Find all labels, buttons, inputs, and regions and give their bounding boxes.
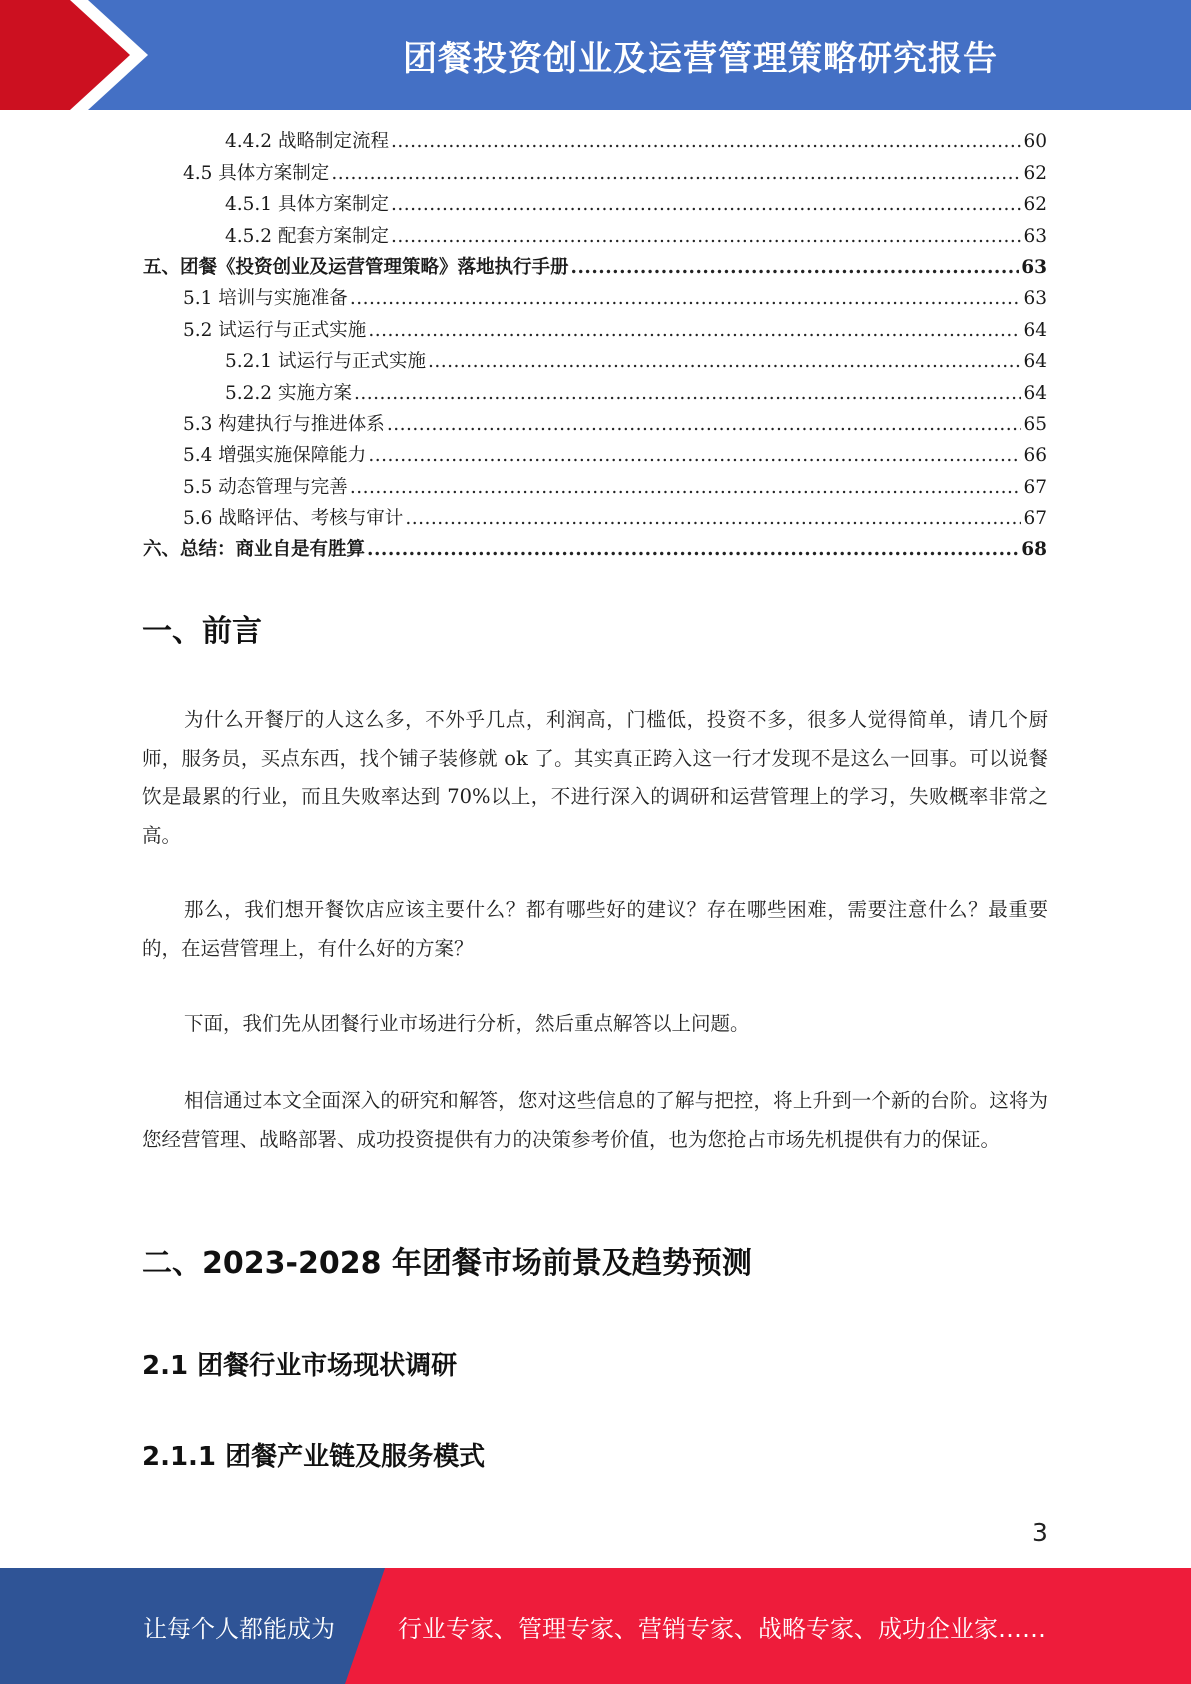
toc-entry-title: 五、团餐《投资创业及运营管理策略》落地执行手册 bbox=[143, 256, 569, 278]
toc-entry[interactable] bbox=[143, 221, 1047, 252]
subsection-heading: 2.1 团餐行业市场现状调研 bbox=[142, 1351, 458, 1381]
toc-dot-leader bbox=[350, 476, 1022, 504]
toc-entry-page: 63 bbox=[1023, 288, 1047, 310]
page-header bbox=[0, 0, 1191, 110]
table-of-contents bbox=[143, 127, 1047, 566]
toc-entry-page: 63 bbox=[1023, 225, 1047, 247]
section-heading-market-outlook: 二、2023-2028 年团餐市场前景及趋势预测 bbox=[142, 1246, 752, 1281]
toc-entry[interactable] bbox=[143, 504, 1047, 535]
toc-entry-page: 64 bbox=[1023, 319, 1047, 341]
toc-entry-page: 68 bbox=[1021, 539, 1047, 561]
toc-entry-page: 62 bbox=[1023, 162, 1047, 184]
toc-entry-title: 5.6 战略评估、考核与审计 bbox=[183, 508, 404, 530]
toc-entry-title: 5.1 培训与实施准备 bbox=[183, 288, 348, 310]
toc-entry-title: 5.2.1 试运行与正式实施 bbox=[225, 351, 426, 373]
paragraph: 为什么开餐厅的人这么多，不外乎几点，利润高，门槛低，投资不多，很多人觉得简单，请几个厨师，服务员，买点东西，找个铺子装修就 ok 了。其实真正跨入这一行才发现不是这么一回事。可以说餐饮是最累的行业，而且失败率达到 70%以上，不进行深入的调研和运营管理上的学习，失败概率非常之高。 bbox=[142, 708, 1048, 847]
toc-entry-page: 63 bbox=[1021, 256, 1047, 278]
toc-entry-title: 5.2.2 实施方案 bbox=[225, 382, 352, 404]
toc-entry[interactable] bbox=[143, 378, 1047, 409]
toc-entry-title: 5.5 动态管理与完善 bbox=[183, 476, 348, 498]
toc-dot-leader bbox=[571, 256, 1020, 284]
toc-entry[interactable] bbox=[143, 315, 1047, 346]
toc-entry-page: 67 bbox=[1023, 476, 1047, 498]
toc-entry-title: 六、总结：商业自是有胜算 bbox=[143, 539, 366, 561]
paragraph: 那么，我们想开餐饮店应该主要什么？都有哪些好的建议？存在哪些困难，需要注意什么？最重要的，在运营管理上，有什么好的方案？ bbox=[142, 898, 1048, 960]
report-title: 团餐投资创业及运营管理策略研究报告 bbox=[403, 38, 998, 79]
toc-dot-leader bbox=[350, 287, 1022, 315]
toc-entry-page: 62 bbox=[1023, 194, 1047, 216]
toc-entry[interactable] bbox=[143, 535, 1047, 566]
toc-dot-leader bbox=[368, 444, 1021, 472]
toc-entry[interactable] bbox=[143, 253, 1047, 284]
toc-entry-title: 5.3 构建执行与推进体系 bbox=[183, 413, 385, 435]
toc-entry-page: 65 bbox=[1023, 413, 1047, 435]
toc-entry[interactable] bbox=[143, 190, 1047, 221]
page-number: 3 bbox=[1032, 1518, 1048, 1547]
toc-dot-leader bbox=[391, 225, 1021, 253]
paragraph: 下面，我们先从团餐行业市场进行分析，然后重点解答以上问题。 bbox=[184, 1012, 750, 1035]
footer-slogan-right: 行业专家、管理专家、营销专家、战略专家、成功企业家…… bbox=[398, 1614, 1046, 1643]
toc-dot-leader bbox=[428, 350, 1021, 378]
toc-dot-leader bbox=[367, 538, 1019, 566]
toc-entry-title: 4.4.2 战略制定流程 bbox=[225, 131, 389, 153]
toc-dot-leader bbox=[391, 193, 1021, 221]
paragraph: 相信通过本文全面深入的研究和解答，您对这些信息的了解与把控，将上升到一个新的台阶。这将为您经营管理、战略部署、成功投资提供有力的决策参考价值，也为您抢占市场先机提供有力的保证。 bbox=[142, 1089, 1048, 1151]
toc-entry[interactable] bbox=[143, 284, 1047, 315]
toc-entry-page: 67 bbox=[1023, 508, 1047, 530]
page-footer bbox=[0, 1568, 1191, 1684]
toc-entry[interactable] bbox=[143, 472, 1047, 503]
toc-entry-page: 66 bbox=[1023, 445, 1047, 467]
toc-entry-page: 64 bbox=[1023, 351, 1047, 373]
toc-dot-leader bbox=[391, 130, 1021, 158]
subsubsection-heading: 2.1.1 团餐产业链及服务模式 bbox=[142, 1442, 486, 1472]
toc-dot-leader bbox=[368, 319, 1021, 347]
toc-entry[interactable] bbox=[143, 347, 1047, 378]
toc-dot-leader bbox=[354, 382, 1022, 410]
header-chevron-decoration bbox=[0, 0, 160, 110]
toc-entry-page: 60 bbox=[1023, 131, 1047, 153]
toc-entry-title: 4.5.2 配套方案制定 bbox=[225, 225, 389, 247]
footer-slogan-left: 让每个人都能成为 bbox=[143, 1614, 335, 1643]
toc-entry[interactable] bbox=[143, 441, 1047, 472]
toc-dot-leader bbox=[405, 507, 1021, 535]
toc-entry-title: 4.5 具体方案制定 bbox=[183, 162, 330, 184]
toc-entry-title: 5.4 增强实施保障能力 bbox=[183, 445, 367, 467]
toc-dot-leader bbox=[331, 162, 1021, 190]
toc-entry[interactable] bbox=[143, 158, 1047, 189]
toc-entry-title: 5.2 试运行与正式实施 bbox=[183, 319, 367, 341]
section-heading-preface: 一、前言 bbox=[142, 614, 262, 649]
toc-entry[interactable] bbox=[143, 410, 1047, 441]
toc-dot-leader bbox=[387, 413, 1022, 441]
toc-entry-page: 64 bbox=[1023, 382, 1047, 404]
toc-entry[interactable] bbox=[143, 127, 1047, 158]
toc-entry-title: 4.5.1 具体方案制定 bbox=[225, 194, 389, 216]
